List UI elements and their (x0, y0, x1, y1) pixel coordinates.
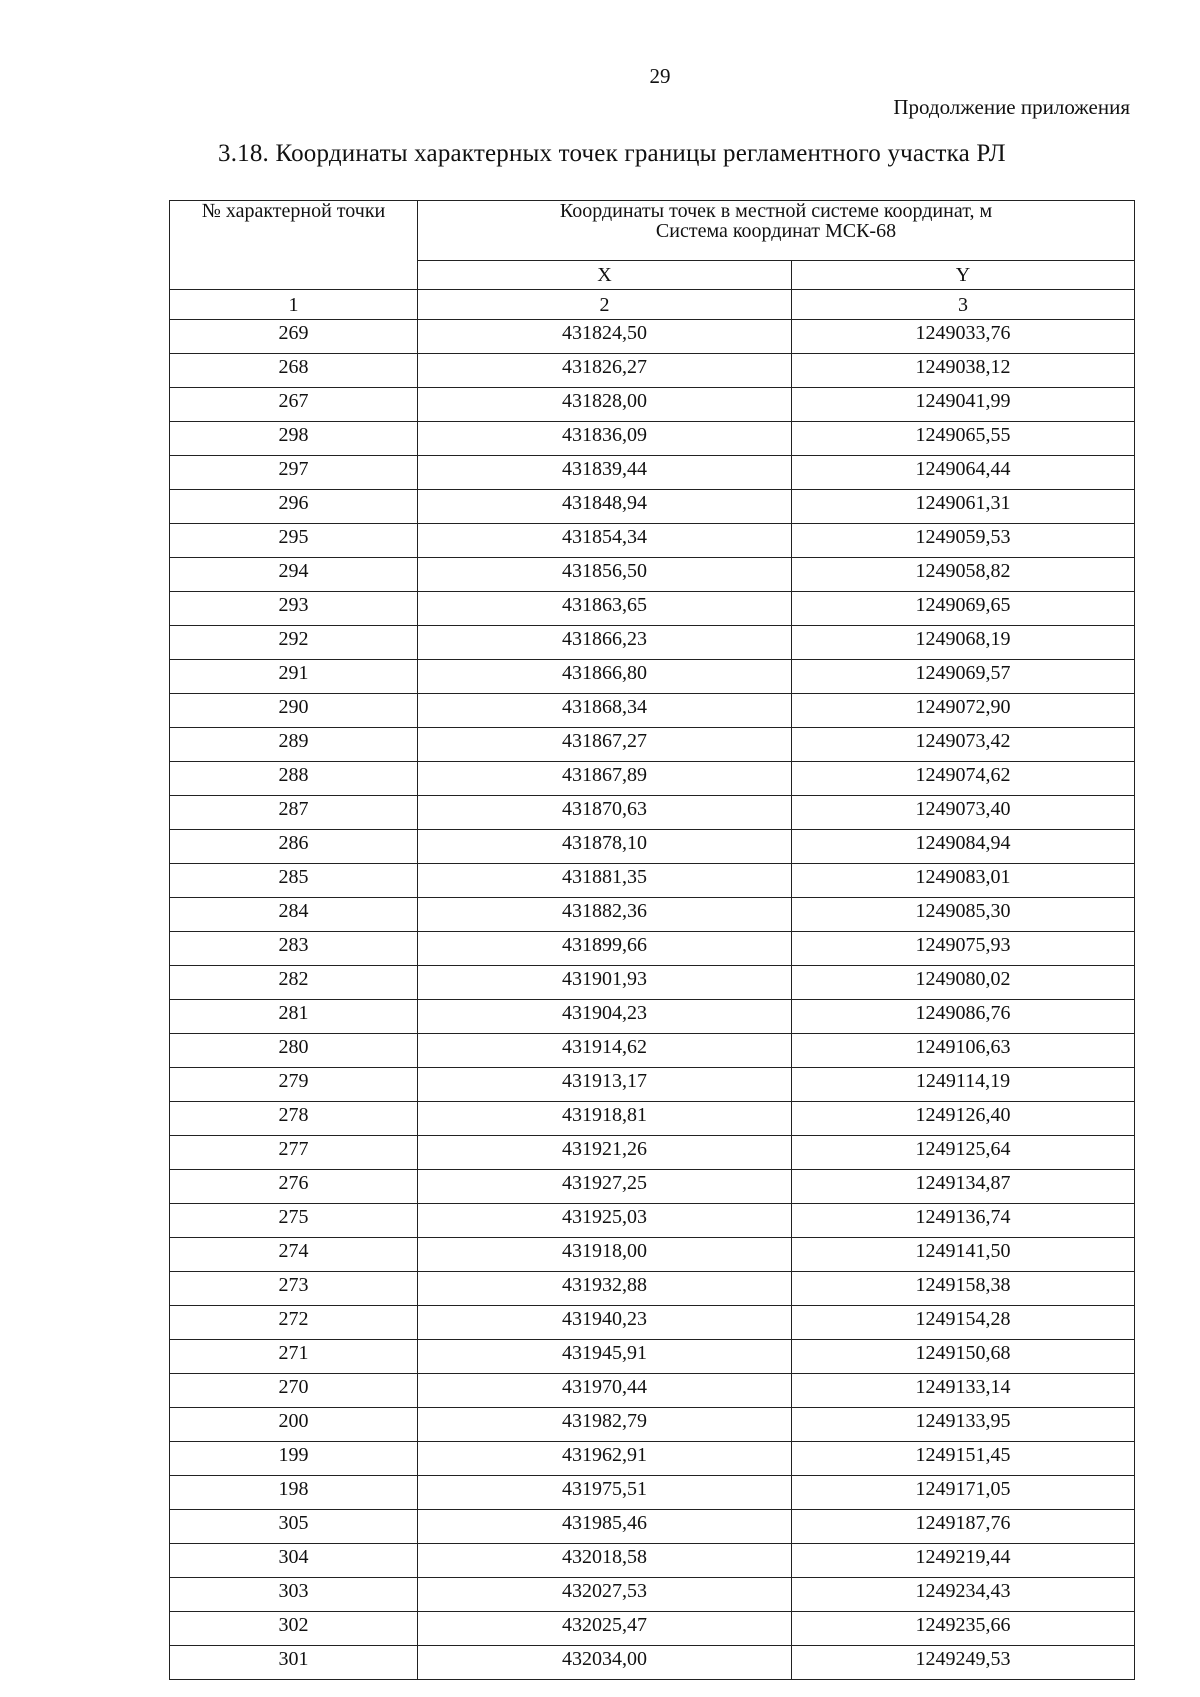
x-coordinate-cell: 431925,03 (418, 1204, 792, 1238)
table-row (170, 1204, 1135, 1238)
x-coordinate-cell: 432034,00 (418, 1646, 792, 1680)
y-coordinate-cell: 1249033,76 (792, 320, 1135, 354)
y-coordinate-cell: 1249114,19 (792, 1068, 1135, 1102)
y-coordinate-cell: 1249075,93 (792, 932, 1135, 966)
point-number-cell: 285 (170, 864, 418, 898)
point-number-cell: 283 (170, 932, 418, 966)
header-y: Y (792, 260, 1135, 289)
table-row (170, 728, 1135, 762)
point-number-cell: 281 (170, 1000, 418, 1034)
table-row (170, 1306, 1135, 1340)
y-coordinate-cell: 1249187,76 (792, 1510, 1135, 1544)
x-coordinate-cell: 431870,63 (418, 796, 792, 830)
point-number-cell: 272 (170, 1306, 418, 1340)
y-coordinate-cell: 1249065,55 (792, 422, 1135, 456)
point-number-cell: 276 (170, 1170, 418, 1204)
x-coordinate-cell: 431918,00 (418, 1238, 792, 1272)
point-number-cell: 199 (170, 1442, 418, 1476)
y-coordinate-cell: 1249059,53 (792, 524, 1135, 558)
table-row (170, 354, 1135, 388)
y-coordinate-cell: 1249074,62 (792, 762, 1135, 796)
x-coordinate-cell: 431932,88 (418, 1272, 792, 1306)
x-coordinate-cell: 431856,50 (418, 558, 792, 592)
x-coordinate-cell: 431867,89 (418, 762, 792, 796)
x-coordinate-cell: 431848,94 (418, 490, 792, 524)
point-number-cell: 269 (170, 320, 418, 354)
x-coordinate-cell: 431839,44 (418, 456, 792, 490)
point-number-cell: 303 (170, 1578, 418, 1612)
y-coordinate-cell: 1249151,45 (792, 1442, 1135, 1476)
x-coordinate-cell: 431867,27 (418, 728, 792, 762)
table-title: 3.18. Координаты характерных точек границы регламентного участка РЛ (218, 140, 1006, 167)
table-row (170, 1612, 1135, 1646)
table-row (170, 490, 1135, 524)
column-index-row (170, 290, 1135, 320)
x-coordinate-cell: 431863,65 (418, 592, 792, 626)
column-index: 1 (170, 290, 418, 320)
table-row (170, 1544, 1135, 1578)
point-number-cell: 282 (170, 966, 418, 1000)
table-row (170, 694, 1135, 728)
y-coordinate-cell: 1249073,40 (792, 796, 1135, 830)
table-row (170, 524, 1135, 558)
table-row (170, 320, 1135, 354)
x-coordinate-cell: 431904,23 (418, 1000, 792, 1034)
header-coordinates-line1: Координаты точек в местной системе координат, м (559, 200, 993, 222)
point-number-cell: 275 (170, 1204, 418, 1238)
header-x: X (418, 260, 792, 289)
x-coordinate-cell: 432018,58 (418, 1544, 792, 1578)
x-coordinate-cell: 431985,46 (418, 1510, 792, 1544)
y-coordinate-cell: 1249235,66 (792, 1612, 1135, 1646)
y-coordinate-cell: 1249080,02 (792, 966, 1135, 1000)
point-number-cell: 271 (170, 1340, 418, 1374)
table-row (170, 1340, 1135, 1374)
point-number-cell: 293 (170, 592, 418, 626)
header-coordinates (418, 201, 1135, 261)
table-row (170, 1578, 1135, 1612)
point-number-cell: 268 (170, 354, 418, 388)
point-number-cell: 305 (170, 1510, 418, 1544)
point-number-cell: 297 (170, 456, 418, 490)
y-coordinate-cell: 1249219,44 (792, 1544, 1135, 1578)
x-coordinate-cell: 431918,81 (418, 1102, 792, 1136)
y-coordinate-cell: 1249061,31 (792, 490, 1135, 524)
table-row (170, 932, 1135, 966)
x-coordinate-cell: 431945,91 (418, 1340, 792, 1374)
y-coordinate-cell: 1249058,82 (792, 558, 1135, 592)
point-number-cell: 290 (170, 694, 418, 728)
x-coordinate-cell: 431899,66 (418, 932, 792, 966)
table-row (170, 388, 1135, 422)
x-coordinate-cell: 431982,79 (418, 1408, 792, 1442)
x-coordinate-cell: 431836,09 (418, 422, 792, 456)
x-coordinate-cell: 431826,27 (418, 354, 792, 388)
table-row (170, 1170, 1135, 1204)
table-row (170, 1034, 1135, 1068)
x-coordinate-cell: 431914,62 (418, 1034, 792, 1068)
x-coordinate-cell: 431975,51 (418, 1476, 792, 1510)
table-row (170, 626, 1135, 660)
table-row (170, 762, 1135, 796)
table-row (170, 1646, 1135, 1680)
point-number-cell: 298 (170, 422, 418, 456)
x-coordinate-cell: 431868,34 (418, 694, 792, 728)
x-coordinate-cell: 431921,26 (418, 1136, 792, 1170)
table-row (170, 1408, 1135, 1442)
table-row (170, 1374, 1135, 1408)
table-row (170, 1102, 1135, 1136)
y-coordinate-cell: 1249158,38 (792, 1272, 1135, 1306)
page-number: 29 (649, 64, 671, 88)
table-row (170, 592, 1135, 626)
point-number-cell: 295 (170, 524, 418, 558)
x-coordinate-cell: 432027,53 (418, 1578, 792, 1612)
point-number-cell: 280 (170, 1034, 418, 1068)
y-coordinate-cell: 1249073,42 (792, 728, 1135, 762)
continuation-label: Продолжение приложения (893, 95, 1130, 119)
x-coordinate-cell: 431881,35 (418, 864, 792, 898)
point-number-cell: 270 (170, 1374, 418, 1408)
table-row (170, 1442, 1135, 1476)
table-row (170, 1000, 1135, 1034)
point-number-cell: 273 (170, 1272, 418, 1306)
y-coordinate-cell: 1249125,64 (792, 1136, 1135, 1170)
table-row (170, 1476, 1135, 1510)
table-row (170, 898, 1135, 932)
point-number-cell: 304 (170, 1544, 418, 1578)
y-coordinate-cell: 1249084,94 (792, 830, 1135, 864)
x-coordinate-cell: 431962,91 (418, 1442, 792, 1476)
y-coordinate-cell: 1249064,44 (792, 456, 1135, 490)
x-coordinate-cell: 431828,00 (418, 388, 792, 422)
point-number-cell: 287 (170, 796, 418, 830)
x-coordinate-cell: 432025,47 (418, 1612, 792, 1646)
point-number-cell: 198 (170, 1476, 418, 1510)
point-number-cell: 286 (170, 830, 418, 864)
table-body (170, 320, 1135, 1680)
table-row (170, 1272, 1135, 1306)
y-coordinate-cell: 1249150,68 (792, 1340, 1135, 1374)
point-number-cell: 277 (170, 1136, 418, 1170)
table-row (170, 966, 1135, 1000)
x-coordinate-cell: 431927,25 (418, 1170, 792, 1204)
x-coordinate-cell: 431866,23 (418, 626, 792, 660)
table-row (170, 796, 1135, 830)
y-coordinate-cell: 1249133,95 (792, 1408, 1135, 1442)
column-index: 3 (792, 290, 1135, 320)
x-coordinate-cell: 431866,80 (418, 660, 792, 694)
y-coordinate-cell: 1249038,12 (792, 354, 1135, 388)
y-coordinate-cell: 1249072,90 (792, 694, 1135, 728)
point-number-cell: 292 (170, 626, 418, 660)
x-coordinate-cell: 431882,36 (418, 898, 792, 932)
point-number-cell: 302 (170, 1612, 418, 1646)
y-coordinate-cell: 1249041,99 (792, 388, 1135, 422)
table-row (170, 558, 1135, 592)
point-number-cell: 288 (170, 762, 418, 796)
y-coordinate-cell: 1249106,63 (792, 1034, 1135, 1068)
y-coordinate-cell: 1249136,74 (792, 1204, 1135, 1238)
table-row (170, 1068, 1135, 1102)
point-number-cell: 291 (170, 660, 418, 694)
x-coordinate-cell: 431854,34 (418, 524, 792, 558)
table-row (170, 422, 1135, 456)
table-row (170, 1510, 1135, 1544)
header-coordinates-line2: Система координат МСК-68 (655, 220, 897, 242)
point-number-cell: 267 (170, 388, 418, 422)
point-number-cell: 278 (170, 1102, 418, 1136)
header-point-number: № характерной точки (170, 201, 418, 290)
point-number-cell: 284 (170, 898, 418, 932)
point-number-cell: 301 (170, 1646, 418, 1680)
point-number-cell: 274 (170, 1238, 418, 1272)
y-coordinate-cell: 1249069,57 (792, 660, 1135, 694)
y-coordinate-cell: 1249085,30 (792, 898, 1135, 932)
table-row (170, 830, 1135, 864)
point-number-cell: 296 (170, 490, 418, 524)
x-coordinate-cell: 431878,10 (418, 830, 792, 864)
coordinates-table (169, 200, 1135, 1680)
y-coordinate-cell: 1249069,65 (792, 592, 1135, 626)
y-coordinate-cell: 1249126,40 (792, 1102, 1135, 1136)
point-number-cell: 279 (170, 1068, 418, 1102)
y-coordinate-cell: 1249141,50 (792, 1238, 1135, 1272)
column-index: 2 (418, 290, 792, 320)
x-coordinate-cell: 431940,23 (418, 1306, 792, 1340)
table-row (170, 1238, 1135, 1272)
point-number-cell: 289 (170, 728, 418, 762)
y-coordinate-cell: 1249086,76 (792, 1000, 1135, 1034)
y-coordinate-cell: 1249154,28 (792, 1306, 1135, 1340)
y-coordinate-cell: 1249171,05 (792, 1476, 1135, 1510)
x-coordinate-cell: 431913,17 (418, 1068, 792, 1102)
x-coordinate-cell: 431970,44 (418, 1374, 792, 1408)
x-coordinate-cell: 431824,50 (418, 320, 792, 354)
point-number-cell: 200 (170, 1408, 418, 1442)
x-coordinate-cell: 431901,93 (418, 966, 792, 1000)
y-coordinate-cell: 1249234,43 (792, 1578, 1135, 1612)
table-row (170, 1136, 1135, 1170)
point-number-cell: 294 (170, 558, 418, 592)
y-coordinate-cell: 1249068,19 (792, 626, 1135, 660)
y-coordinate-cell: 1249133,14 (792, 1374, 1135, 1408)
table-row (170, 660, 1135, 694)
table-row (170, 456, 1135, 490)
y-coordinate-cell: 1249134,87 (792, 1170, 1135, 1204)
y-coordinate-cell: 1249249,53 (792, 1646, 1135, 1680)
y-coordinate-cell: 1249083,01 (792, 864, 1135, 898)
table-row (170, 864, 1135, 898)
